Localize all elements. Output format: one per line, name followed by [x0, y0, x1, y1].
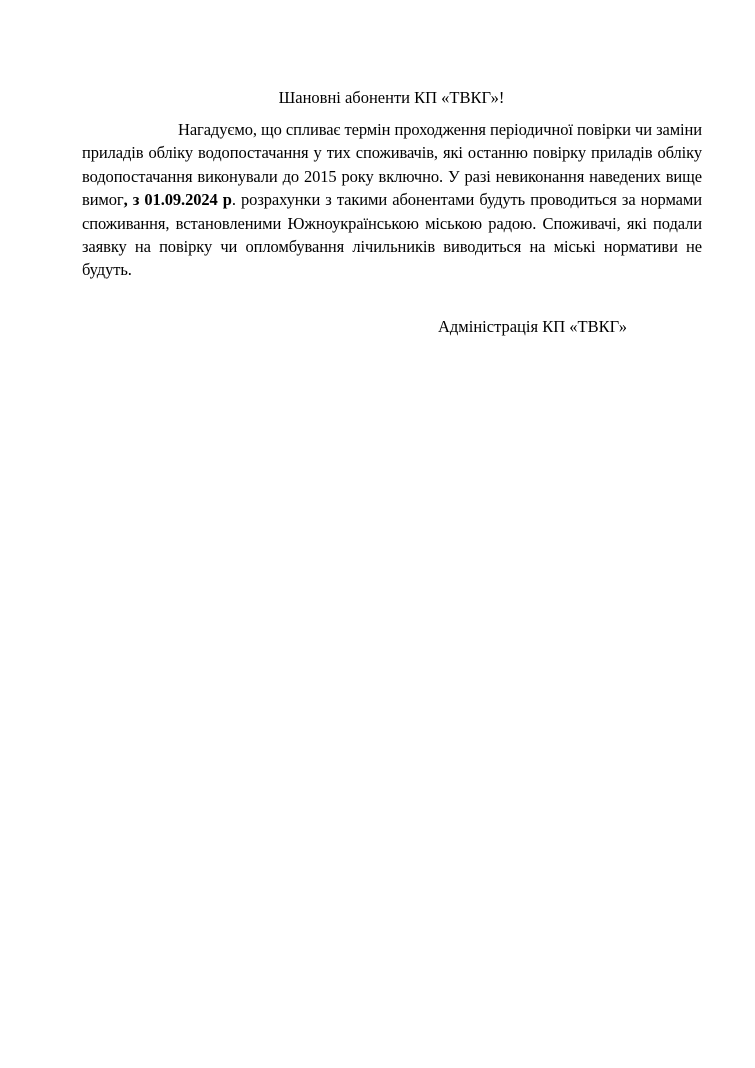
greeting-heading: Шановні абоненти КП «ТВКГ»! — [278, 88, 505, 107]
notice-paragraph — [82, 118, 702, 282]
notice-text-part-1: Нагадуємо, що спливає термін проходження періодичної повірки чи заміни приладів обліку водопостачання у тих споживачів, які останню повірку приладів обліку водопостачання виконували до 2015 року включно. У разі невиконання наведених вище вимог — [82, 120, 702, 210]
signature: Адміністрація КП «ТВКГ» — [438, 317, 627, 336]
notice-date-bold: , з 01.09.2024 р — [123, 190, 232, 210]
notice-text-part-2: . розрахунки з такими абонентами будуть проводиться за нормами споживання, встановленими Южноукраїнською міською радою. Споживачі, які подали заявку на повірку чи опломбування лічильників виводиться на міські нормативи не будуть. — [82, 190, 702, 280]
